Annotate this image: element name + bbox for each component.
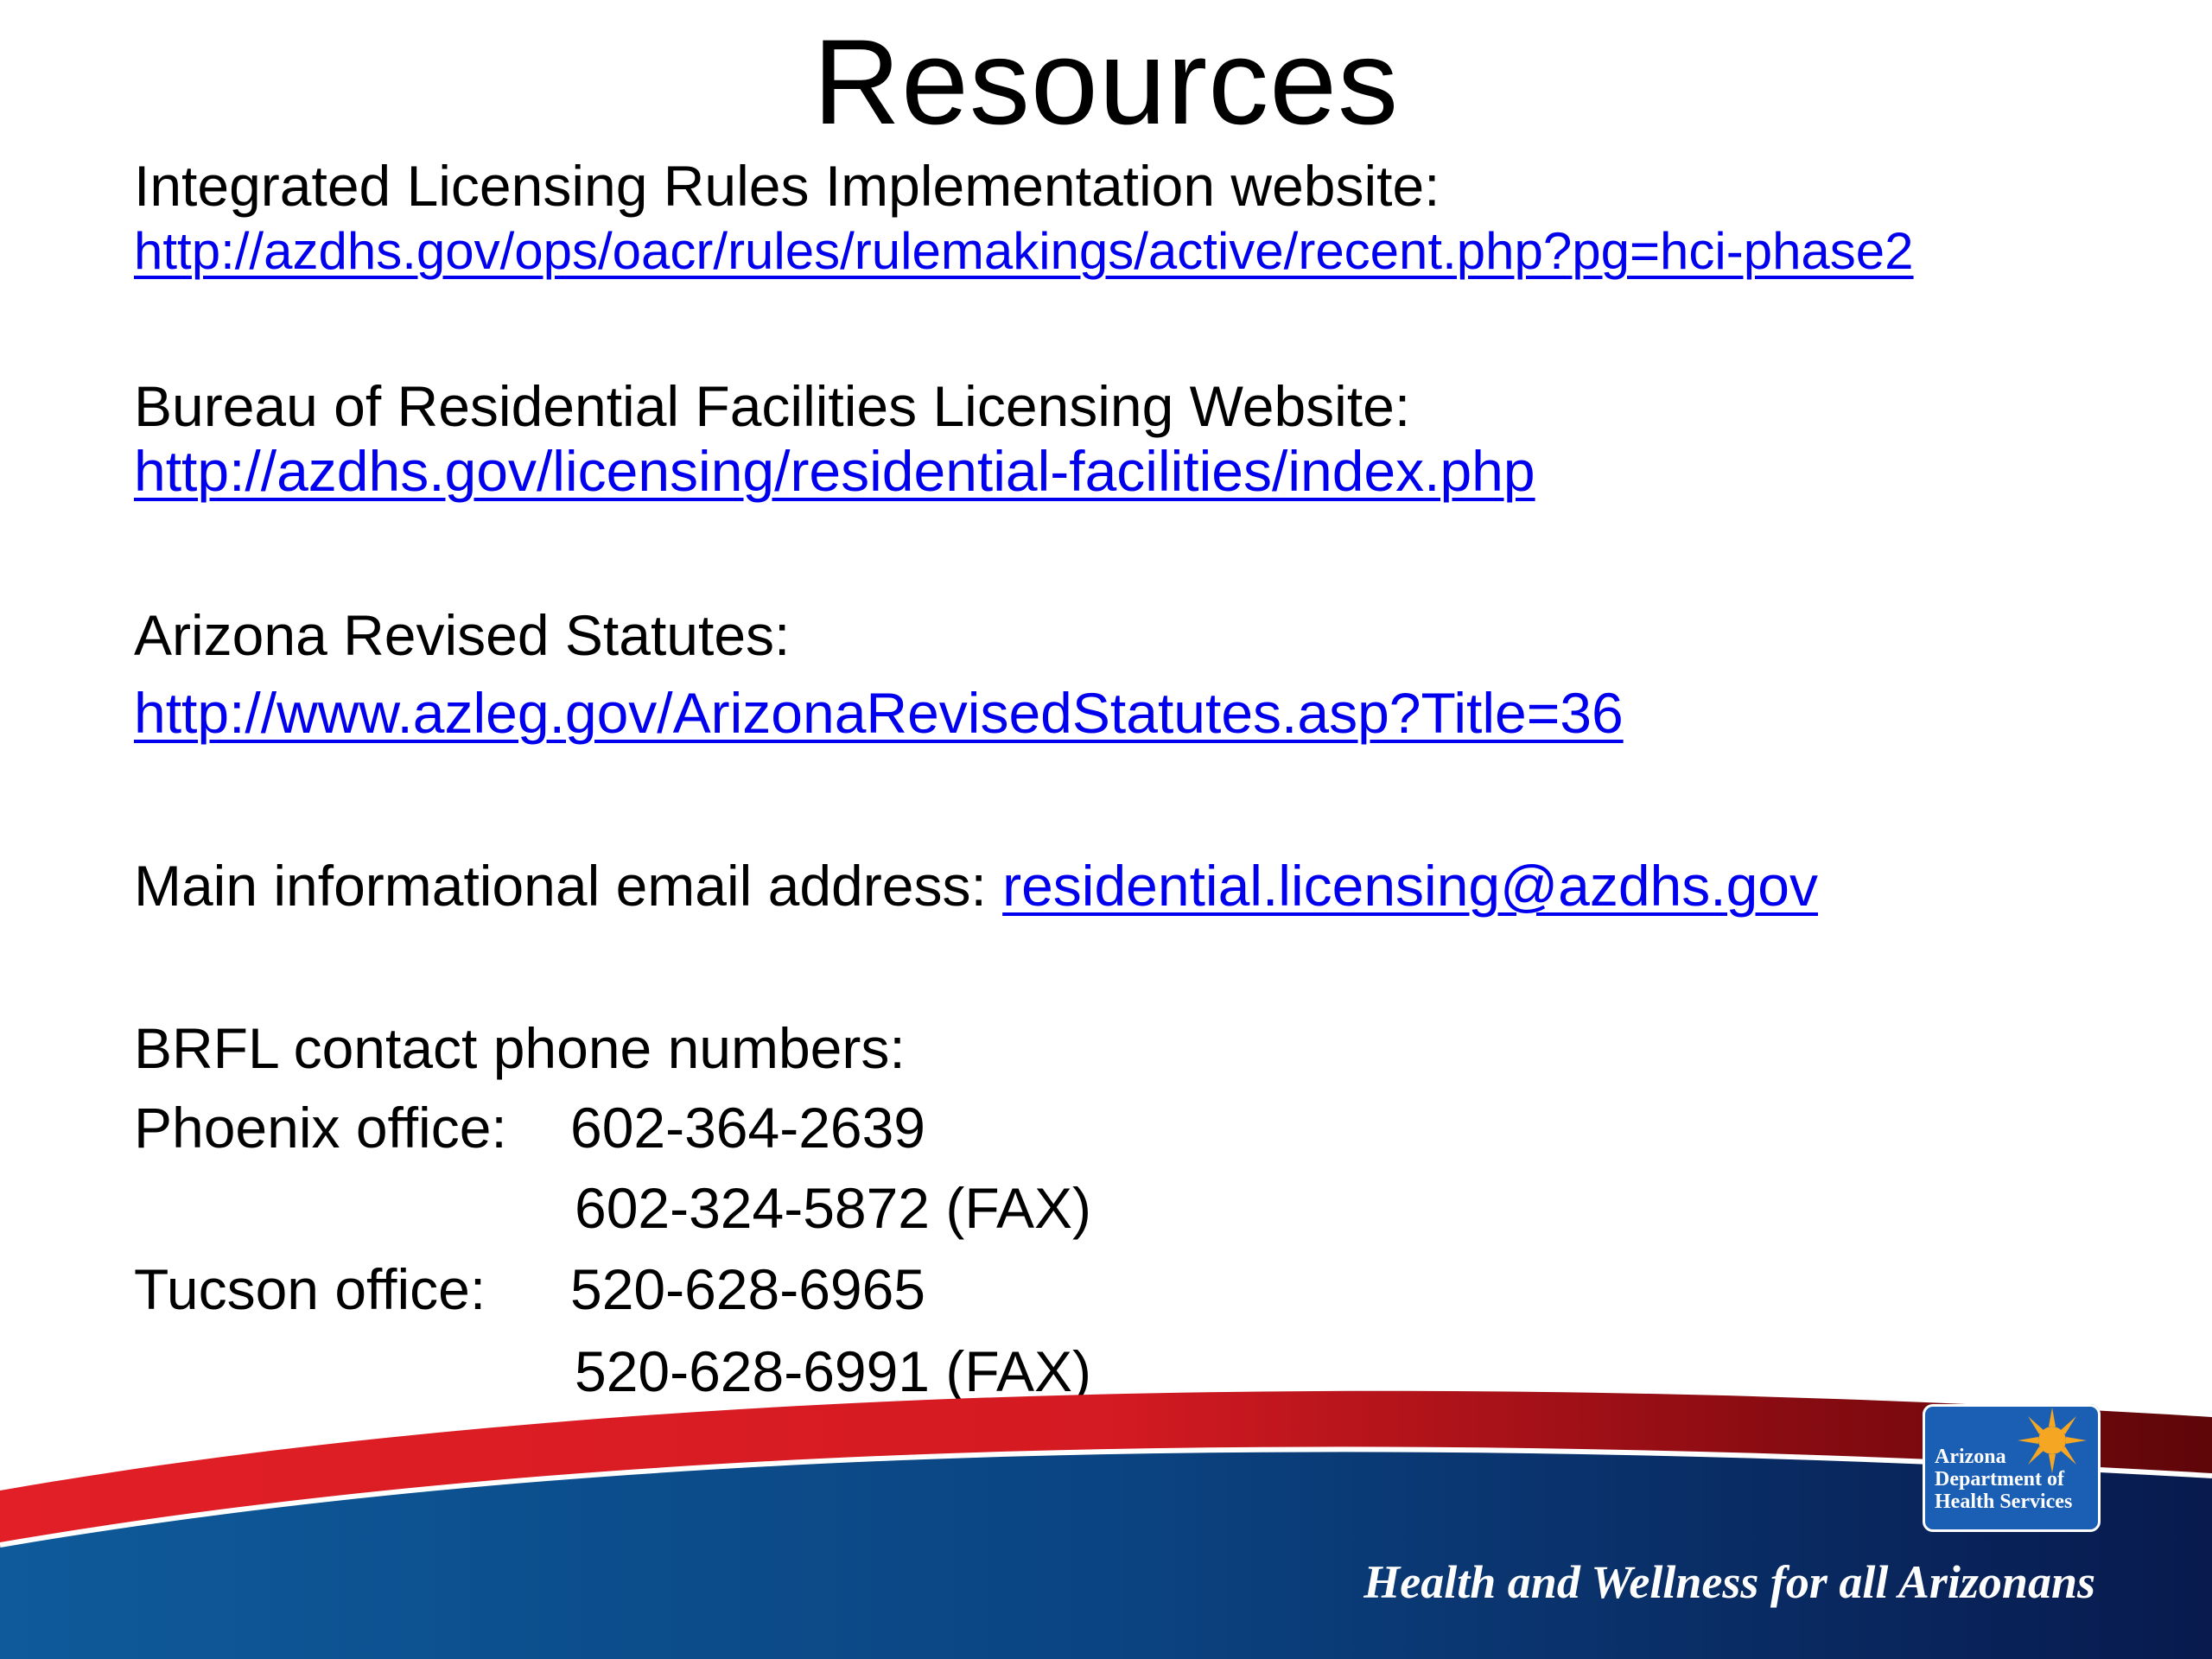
tucson-row [134, 1255, 926, 1324]
tucson-label: Tucson office: [134, 1257, 486, 1321]
ilr-link[interactable]: http://azdhs.gov/ops/oacr/rules/rulemakings/active/recent.php?pg=hci-phase2 [134, 222, 1914, 280]
brfl-site-label: Bureau of Residential Facilities Licensing Website: [134, 374, 1411, 438]
tucson-phone: 520-628-6965 [570, 1257, 926, 1321]
ars-label: Arizona Revised Statutes: [134, 603, 791, 667]
phones-heading: BRFL contact phone numbers: [134, 1016, 906, 1080]
phoenix-row [134, 1093, 926, 1162]
tagline: Health and Wellness for all Arizonans [1363, 1556, 2095, 1608]
phoenix-fax: 602-324-5872 (FAX) [575, 1176, 1092, 1240]
logo-text: Arizona Department of Health Services [1935, 1446, 2073, 1513]
email-row [134, 851, 1818, 920]
adhs-logo [1923, 1404, 2101, 1532]
ilr-label: Integrated Licensing Rules Implementation website: [134, 154, 1440, 218]
tucson-fax: 520-628-6991 (FAX) [575, 1339, 1092, 1403]
email-label: Main informational email address: [134, 854, 987, 918]
page-title: Resources [812, 14, 1400, 149]
email-link[interactable]: residential.licensing@azdhs.gov [1002, 854, 1818, 918]
footer-swoosh [0, 1348, 2212, 1659]
brfl-site-link[interactable]: http://azdhs.gov/licensing/residential-facilities/index.php [134, 439, 1535, 503]
phoenix-phone: 602-364-2639 [570, 1096, 926, 1160]
phoenix-label: Phoenix office: [134, 1096, 507, 1160]
ars-link[interactable]: http://www.azleg.gov/ArizonaRevisedStatutes.asp?Title=36 [134, 681, 1624, 745]
